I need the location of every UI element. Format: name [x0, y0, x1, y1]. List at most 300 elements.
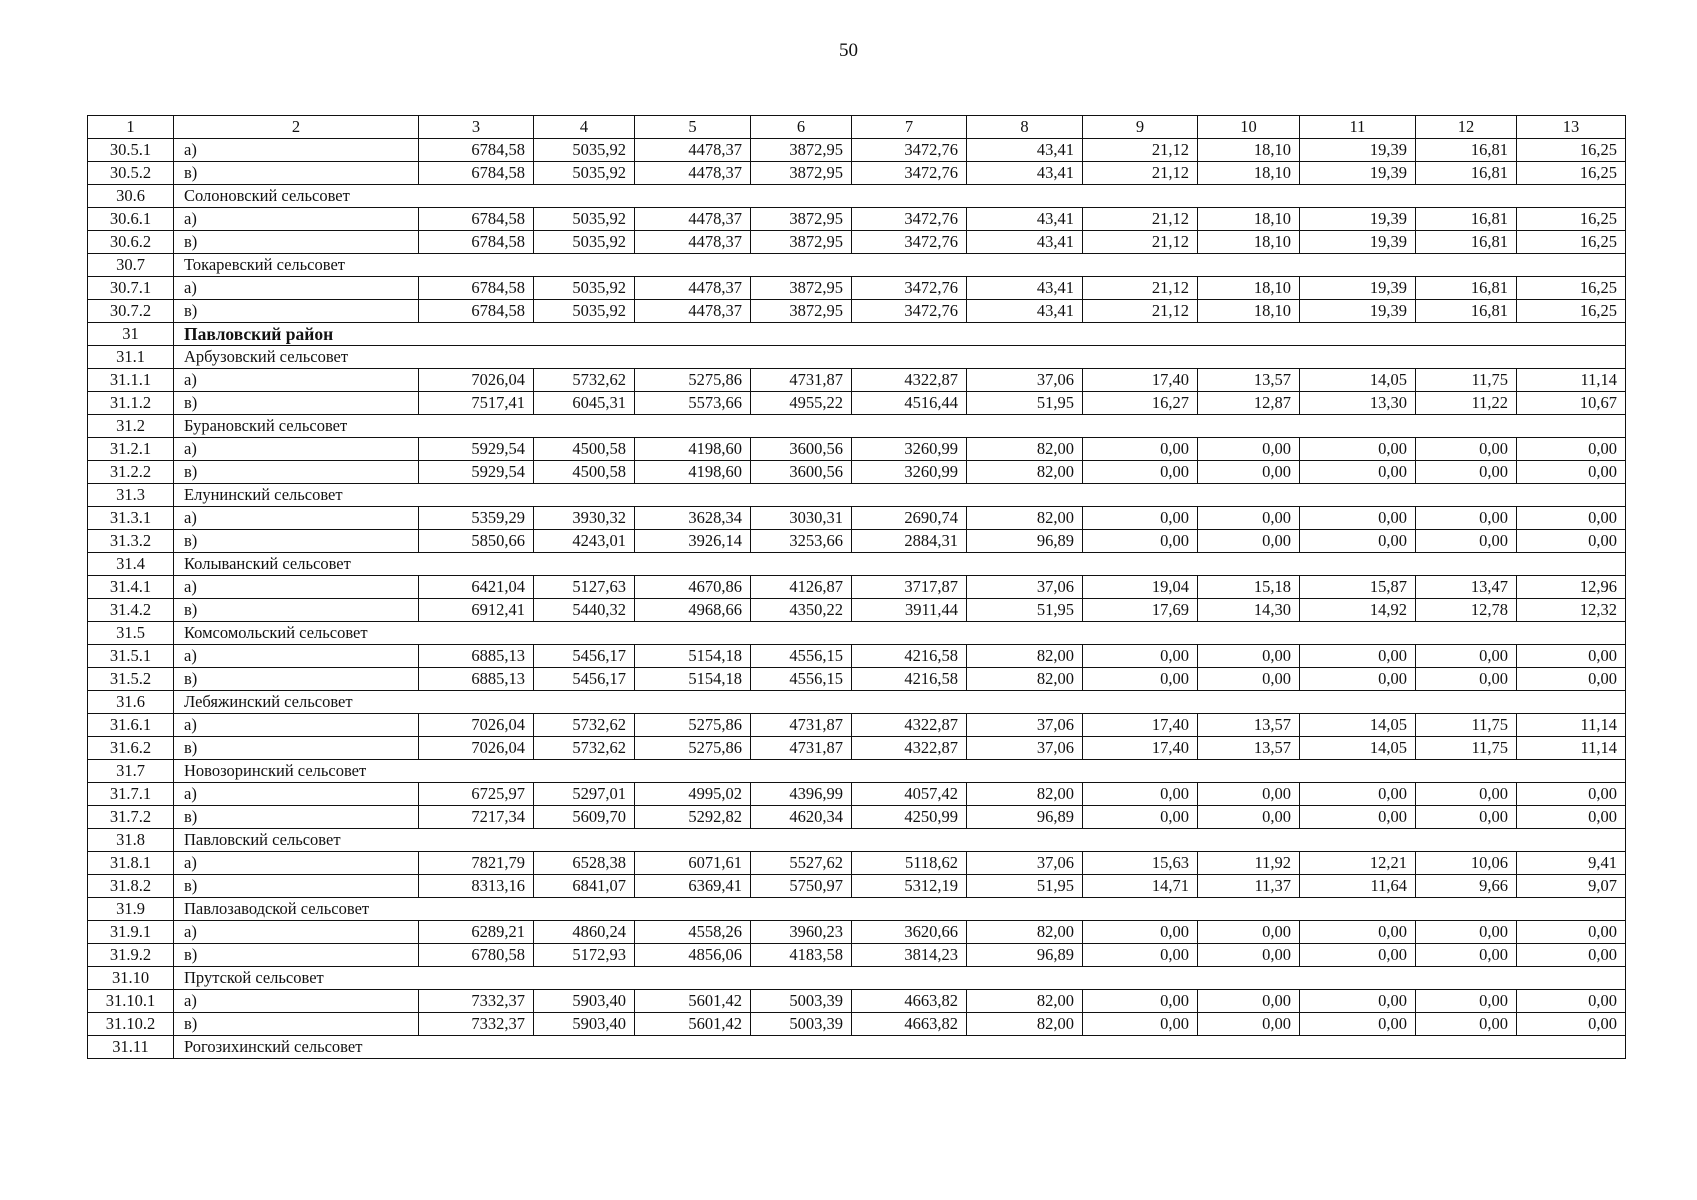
value-cell: 5456,17 [534, 645, 635, 668]
value-cell: 21,12 [1083, 208, 1198, 231]
header-cell: 12 [1416, 116, 1517, 139]
value-cell: 4500,58 [534, 461, 635, 484]
value-cell: 11,22 [1416, 392, 1517, 415]
value-cell: 7026,04 [419, 369, 534, 392]
value-cell: 5035,92 [534, 139, 635, 162]
value-cell: 82,00 [967, 783, 1083, 806]
value-cell: 5440,32 [534, 599, 635, 622]
value-cell: 10,06 [1416, 852, 1517, 875]
value-cell: 11,64 [1300, 875, 1416, 898]
value-cell: 14,30 [1198, 599, 1300, 622]
value-cell: 43,41 [967, 208, 1083, 231]
value-cell: 4216,58 [852, 645, 967, 668]
row-label: в) [174, 461, 419, 484]
header-cell: 5 [635, 116, 751, 139]
value-cell: 5003,39 [751, 1013, 852, 1036]
value-cell: 19,04 [1083, 576, 1198, 599]
value-cell: 0,00 [1517, 507, 1626, 530]
value-cell: 17,69 [1083, 599, 1198, 622]
value-cell: 4663,82 [852, 990, 967, 1013]
section-title: Новозоринский сельсовет [174, 760, 1626, 783]
value-cell: 6784,58 [419, 208, 534, 231]
table-row [88, 461, 1626, 484]
value-cell: 11,75 [1416, 737, 1517, 760]
value-cell: 5903,40 [534, 990, 635, 1013]
table-row [88, 162, 1626, 185]
value-cell: 5929,54 [419, 438, 534, 461]
value-cell: 0,00 [1198, 530, 1300, 553]
value-cell: 5118,62 [852, 852, 967, 875]
row-code: 30.7.2 [88, 300, 174, 323]
value-cell: 96,89 [967, 944, 1083, 967]
value-cell: 4856,06 [635, 944, 751, 967]
row-code: 31.1.2 [88, 392, 174, 415]
value-cell: 82,00 [967, 461, 1083, 484]
value-cell: 4250,99 [852, 806, 967, 829]
value-cell: 5292,82 [635, 806, 751, 829]
row-label: в) [174, 300, 419, 323]
table-row [88, 714, 1626, 737]
value-cell: 0,00 [1416, 990, 1517, 1013]
value-cell: 14,05 [1300, 369, 1416, 392]
row-code: 31.8.1 [88, 852, 174, 875]
value-cell: 3872,95 [751, 300, 852, 323]
header-cell: 7 [852, 116, 967, 139]
row-code: 31.7 [88, 760, 174, 783]
value-cell: 3472,76 [852, 231, 967, 254]
row-label: а) [174, 576, 419, 599]
value-cell: 0,00 [1300, 668, 1416, 691]
value-cell: 0,00 [1300, 438, 1416, 461]
value-cell: 0,00 [1517, 944, 1626, 967]
table-row [88, 737, 1626, 760]
value-cell: 3911,44 [852, 599, 967, 622]
value-cell: 0,00 [1416, 944, 1517, 967]
row-label: в) [174, 737, 419, 760]
table-row [88, 369, 1626, 392]
row-label: в) [174, 806, 419, 829]
value-cell: 0,00 [1300, 806, 1416, 829]
value-cell: 3472,76 [852, 300, 967, 323]
section-row [88, 346, 1626, 369]
value-cell: 12,87 [1198, 392, 1300, 415]
section-row [88, 898, 1626, 921]
value-cell: 5035,92 [534, 162, 635, 185]
value-cell: 51,95 [967, 392, 1083, 415]
value-cell: 5154,18 [635, 645, 751, 668]
value-cell: 16,25 [1517, 300, 1626, 323]
row-code: 31.3.2 [88, 530, 174, 553]
value-cell: 5929,54 [419, 461, 534, 484]
value-cell: 4731,87 [751, 369, 852, 392]
table-row [88, 875, 1626, 898]
value-cell: 0,00 [1300, 645, 1416, 668]
row-code: 31.1.1 [88, 369, 174, 392]
value-cell: 14,71 [1083, 875, 1198, 898]
value-cell: 4198,60 [635, 461, 751, 484]
header-cell: 2 [174, 116, 419, 139]
row-code: 31 [88, 323, 174, 346]
value-cell: 9,07 [1517, 875, 1626, 898]
value-cell: 0,00 [1416, 806, 1517, 829]
section-title: Комсомольский сельсовет [174, 622, 1626, 645]
value-cell: 6780,58 [419, 944, 534, 967]
row-label: в) [174, 162, 419, 185]
value-cell: 51,95 [967, 599, 1083, 622]
section-row [88, 760, 1626, 783]
value-cell: 4731,87 [751, 714, 852, 737]
table-row [88, 990, 1626, 1013]
value-cell: 14,05 [1300, 737, 1416, 760]
value-cell: 0,00 [1517, 645, 1626, 668]
value-cell: 18,10 [1198, 300, 1300, 323]
value-cell: 37,06 [967, 369, 1083, 392]
value-cell: 4556,15 [751, 645, 852, 668]
table-row [88, 576, 1626, 599]
value-cell: 82,00 [967, 921, 1083, 944]
row-code: 30.7 [88, 254, 174, 277]
value-cell: 4183,58 [751, 944, 852, 967]
value-cell: 4057,42 [852, 783, 967, 806]
header-cell: 3 [419, 116, 534, 139]
value-cell: 19,39 [1300, 277, 1416, 300]
table-row [88, 507, 1626, 530]
value-cell: 0,00 [1198, 783, 1300, 806]
value-cell: 82,00 [967, 645, 1083, 668]
value-cell: 16,27 [1083, 392, 1198, 415]
value-cell: 16,81 [1416, 139, 1517, 162]
value-cell: 0,00 [1083, 921, 1198, 944]
row-label: в) [174, 530, 419, 553]
value-cell: 4243,01 [534, 530, 635, 553]
row-code: 31.9 [88, 898, 174, 921]
value-cell: 0,00 [1416, 507, 1517, 530]
table-row [88, 139, 1626, 162]
header-cell: 1 [88, 116, 174, 139]
row-code: 31.7.2 [88, 806, 174, 829]
value-cell: 4216,58 [852, 668, 967, 691]
value-cell: 43,41 [967, 277, 1083, 300]
section-row [88, 1036, 1626, 1059]
value-cell: 5035,92 [534, 277, 635, 300]
value-cell: 6784,58 [419, 162, 534, 185]
value-cell: 12,32 [1517, 599, 1626, 622]
value-cell: 18,10 [1198, 162, 1300, 185]
value-cell: 19,39 [1300, 162, 1416, 185]
value-cell: 5154,18 [635, 668, 751, 691]
value-cell: 0,00 [1416, 530, 1517, 553]
value-cell: 0,00 [1198, 645, 1300, 668]
section-title: Лебяжинский сельсовет [174, 691, 1626, 714]
value-cell: 82,00 [967, 1013, 1083, 1036]
section-row [88, 415, 1626, 438]
value-cell: 17,40 [1083, 714, 1198, 737]
value-cell: 43,41 [967, 300, 1083, 323]
value-cell: 4620,34 [751, 806, 852, 829]
value-cell: 0,00 [1300, 990, 1416, 1013]
value-cell: 4995,02 [635, 783, 751, 806]
table-row [88, 599, 1626, 622]
value-cell: 0,00 [1517, 783, 1626, 806]
row-label: а) [174, 139, 419, 162]
value-cell: 12,78 [1416, 599, 1517, 622]
value-cell: 6369,41 [635, 875, 751, 898]
value-cell: 18,10 [1198, 208, 1300, 231]
section-title: Колыванский сельсовет [174, 553, 1626, 576]
tariff-table [87, 115, 1626, 1059]
value-cell: 21,12 [1083, 277, 1198, 300]
header-cell: 11 [1300, 116, 1416, 139]
section-title: Токаревский сельсовет [174, 254, 1626, 277]
table-row [88, 231, 1626, 254]
value-cell: 0,00 [1416, 645, 1517, 668]
value-cell: 4731,87 [751, 737, 852, 760]
row-label: а) [174, 852, 419, 875]
value-cell: 0,00 [1083, 507, 1198, 530]
value-cell: 0,00 [1083, 645, 1198, 668]
value-cell: 6841,07 [534, 875, 635, 898]
value-cell: 5035,92 [534, 231, 635, 254]
value-cell: 0,00 [1198, 990, 1300, 1013]
header-cell: 13 [1517, 116, 1626, 139]
district-row [88, 323, 1626, 346]
value-cell: 0,00 [1300, 461, 1416, 484]
table-header-row [88, 116, 1626, 139]
value-cell: 3030,31 [751, 507, 852, 530]
value-cell: 13,57 [1198, 714, 1300, 737]
value-cell: 96,89 [967, 530, 1083, 553]
value-cell: 11,37 [1198, 875, 1300, 898]
value-cell: 0,00 [1416, 668, 1517, 691]
value-cell: 21,12 [1083, 231, 1198, 254]
value-cell: 5359,29 [419, 507, 534, 530]
value-cell: 0,00 [1083, 668, 1198, 691]
row-label: а) [174, 369, 419, 392]
value-cell: 8313,16 [419, 875, 534, 898]
row-code: 31.10.1 [88, 990, 174, 1013]
section-title: Солоновский сельсовет [174, 185, 1626, 208]
value-cell: 5172,93 [534, 944, 635, 967]
row-code: 31.5 [88, 622, 174, 645]
value-cell: 11,92 [1198, 852, 1300, 875]
value-cell: 0,00 [1517, 438, 1626, 461]
value-cell: 16,25 [1517, 231, 1626, 254]
value-cell: 4396,99 [751, 783, 852, 806]
value-cell: 2690,74 [852, 507, 967, 530]
value-cell: 16,81 [1416, 162, 1517, 185]
value-cell: 18,10 [1198, 277, 1300, 300]
value-cell: 4478,37 [635, 300, 751, 323]
district-title: Павловский район [174, 323, 1626, 346]
value-cell: 96,89 [967, 806, 1083, 829]
section-title: Павлозаводской сельсовет [174, 898, 1626, 921]
value-cell: 13,30 [1300, 392, 1416, 415]
value-cell: 3930,32 [534, 507, 635, 530]
value-cell: 3872,95 [751, 162, 852, 185]
value-cell: 16,25 [1517, 277, 1626, 300]
value-cell: 6912,41 [419, 599, 534, 622]
value-cell: 0,00 [1198, 668, 1300, 691]
value-cell: 3814,23 [852, 944, 967, 967]
value-cell: 6289,21 [419, 921, 534, 944]
row-code: 31.1 [88, 346, 174, 369]
value-cell: 0,00 [1517, 461, 1626, 484]
value-cell: 16,81 [1416, 300, 1517, 323]
row-code: 31.9.1 [88, 921, 174, 944]
value-cell: 0,00 [1198, 438, 1300, 461]
value-cell: 19,39 [1300, 208, 1416, 231]
row-code: 31.6 [88, 691, 174, 714]
header-cell: 10 [1198, 116, 1300, 139]
value-cell: 16,81 [1416, 277, 1517, 300]
value-cell: 0,00 [1083, 783, 1198, 806]
row-code: 30.7.1 [88, 277, 174, 300]
value-cell: 0,00 [1198, 806, 1300, 829]
value-cell: 4478,37 [635, 277, 751, 300]
value-cell: 4478,37 [635, 208, 751, 231]
row-code: 31.11 [88, 1036, 174, 1059]
value-cell: 4558,26 [635, 921, 751, 944]
value-cell: 6045,31 [534, 392, 635, 415]
value-cell: 5527,62 [751, 852, 852, 875]
value-cell: 0,00 [1083, 944, 1198, 967]
value-cell: 5297,01 [534, 783, 635, 806]
value-cell: 0,00 [1198, 461, 1300, 484]
value-cell: 15,63 [1083, 852, 1198, 875]
row-label: а) [174, 208, 419, 231]
row-label: а) [174, 921, 419, 944]
value-cell: 3472,76 [852, 162, 967, 185]
value-cell: 15,18 [1198, 576, 1300, 599]
value-cell: 0,00 [1083, 806, 1198, 829]
value-cell: 6784,58 [419, 277, 534, 300]
value-cell: 4478,37 [635, 231, 751, 254]
value-cell: 0,00 [1517, 530, 1626, 553]
value-cell: 37,06 [967, 714, 1083, 737]
value-cell: 0,00 [1416, 921, 1517, 944]
section-row [88, 484, 1626, 507]
row-label: в) [174, 231, 419, 254]
value-cell: 16,81 [1416, 208, 1517, 231]
value-cell: 5127,63 [534, 576, 635, 599]
row-code: 31.8 [88, 829, 174, 852]
header-cell: 8 [967, 116, 1083, 139]
value-cell: 43,41 [967, 162, 1083, 185]
row-code: 31.8.2 [88, 875, 174, 898]
row-label: а) [174, 714, 419, 737]
row-code: 31.5.1 [88, 645, 174, 668]
row-label: в) [174, 392, 419, 415]
value-cell: 12,21 [1300, 852, 1416, 875]
table-row [88, 921, 1626, 944]
table-row [88, 783, 1626, 806]
value-cell: 0,00 [1517, 806, 1626, 829]
section-row [88, 553, 1626, 576]
value-cell: 0,00 [1300, 1013, 1416, 1036]
section-row [88, 622, 1626, 645]
value-cell: 7026,04 [419, 714, 534, 737]
value-cell: 5601,42 [635, 990, 751, 1013]
value-cell: 19,39 [1300, 139, 1416, 162]
row-label: в) [174, 1013, 419, 1036]
row-code: 31.2.1 [88, 438, 174, 461]
section-row [88, 254, 1626, 277]
row-code: 31.4.1 [88, 576, 174, 599]
value-cell: 7217,34 [419, 806, 534, 829]
value-cell: 3620,66 [852, 921, 967, 944]
page-number: 50 [839, 40, 858, 61]
value-cell: 0,00 [1198, 1013, 1300, 1036]
section-title: Бурановский сельсовет [174, 415, 1626, 438]
section-title: Павловский сельсовет [174, 829, 1626, 852]
row-code: 31.10 [88, 967, 174, 990]
table-row [88, 300, 1626, 323]
row-label: а) [174, 507, 419, 530]
value-cell: 3600,56 [751, 438, 852, 461]
value-cell: 11,14 [1517, 369, 1626, 392]
value-cell: 0,00 [1300, 783, 1416, 806]
value-cell: 11,75 [1416, 369, 1517, 392]
value-cell: 5456,17 [534, 668, 635, 691]
value-cell: 18,10 [1198, 139, 1300, 162]
value-cell: 5003,39 [751, 990, 852, 1013]
value-cell: 4556,15 [751, 668, 852, 691]
row-code: 31.5.2 [88, 668, 174, 691]
row-label: а) [174, 438, 419, 461]
value-cell: 0,00 [1300, 944, 1416, 967]
value-cell: 5601,42 [635, 1013, 751, 1036]
value-cell: 0,00 [1198, 921, 1300, 944]
value-cell: 0,00 [1416, 461, 1517, 484]
section-row [88, 185, 1626, 208]
value-cell: 3260,99 [852, 461, 967, 484]
value-cell: 16,25 [1517, 208, 1626, 231]
value-cell: 19,39 [1300, 300, 1416, 323]
value-cell: 82,00 [967, 990, 1083, 1013]
value-cell: 14,05 [1300, 714, 1416, 737]
header-cell: 4 [534, 116, 635, 139]
value-cell: 3960,23 [751, 921, 852, 944]
value-cell: 0,00 [1517, 668, 1626, 691]
row-code: 31.4.2 [88, 599, 174, 622]
value-cell: 0,00 [1300, 921, 1416, 944]
value-cell: 11,14 [1517, 737, 1626, 760]
row-code: 31.4 [88, 553, 174, 576]
value-cell: 4322,87 [852, 714, 967, 737]
row-code: 31.6.2 [88, 737, 174, 760]
value-cell: 5275,86 [635, 737, 751, 760]
value-cell: 0,00 [1083, 1013, 1198, 1036]
value-cell: 21,12 [1083, 300, 1198, 323]
table-row [88, 438, 1626, 461]
value-cell: 10,67 [1517, 392, 1626, 415]
value-cell: 3253,66 [751, 530, 852, 553]
value-cell: 3872,95 [751, 139, 852, 162]
value-cell: 6528,38 [534, 852, 635, 875]
row-code: 30.5.2 [88, 162, 174, 185]
header-cell: 6 [751, 116, 852, 139]
value-cell: 0,00 [1083, 530, 1198, 553]
value-cell: 5903,40 [534, 1013, 635, 1036]
value-cell: 3628,34 [635, 507, 751, 530]
value-cell: 15,87 [1300, 576, 1416, 599]
table-row [88, 530, 1626, 553]
table-row [88, 392, 1626, 415]
row-label: в) [174, 875, 419, 898]
value-cell: 6725,97 [419, 783, 534, 806]
value-cell: 5609,70 [534, 806, 635, 829]
value-cell: 13,57 [1198, 369, 1300, 392]
